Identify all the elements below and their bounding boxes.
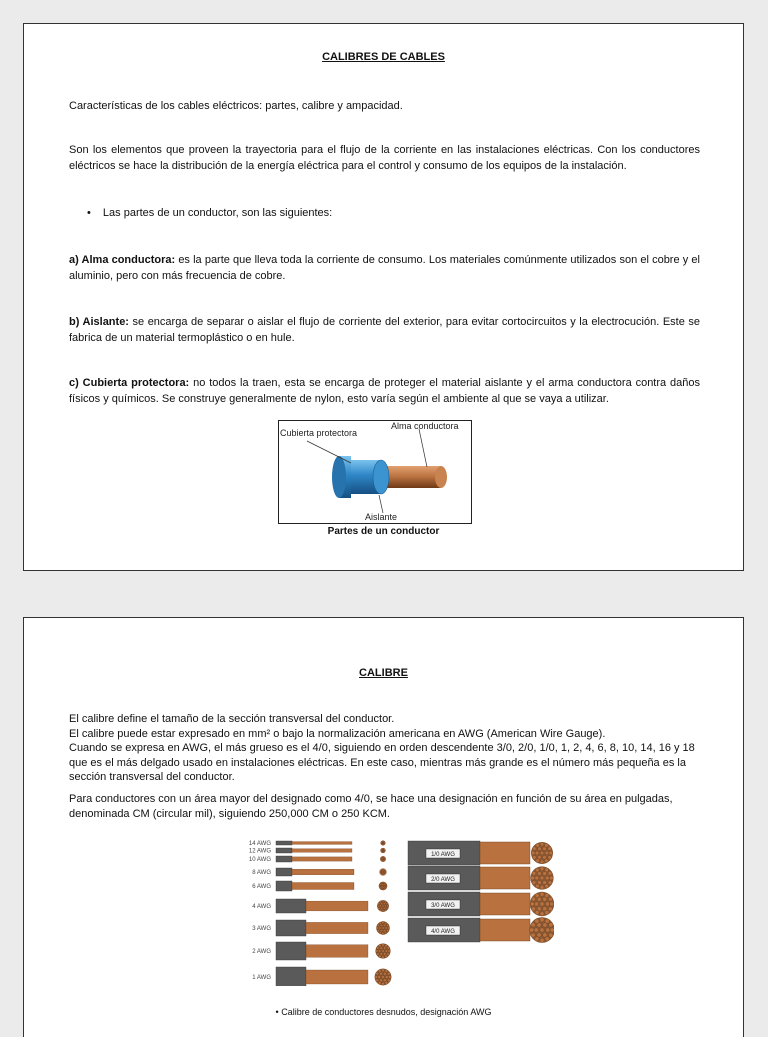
awg-caption-text: Calibre de conductores desnudos, designación AWG <box>281 1007 492 1017</box>
part-aislante <box>69 315 700 346</box>
awg-label-right: 3/0 AWG <box>431 903 455 909</box>
cable-jacket <box>276 856 292 862</box>
awg-label-left: 10 AWG <box>248 857 271 863</box>
page-2 <box>23 617 744 1037</box>
copper-strand <box>292 869 354 875</box>
section-title: CALIBRE <box>359 667 408 679</box>
label-cubierta: Cubierta protectora <box>280 428 358 438</box>
cable-jacket <box>276 848 292 853</box>
cm-paragraph: Para conductores con un área mayor del designado como 4/0, se hace una designación en función de su área en pulgadas, denominada CM (circular mil), siguiendo 250,000 CM o 250 KCM. <box>69 793 673 820</box>
part-label: c) Cubierta protectora: <box>69 377 190 389</box>
awg-label-right: 4/0 AWG <box>431 929 455 935</box>
cable-jacket <box>276 899 306 913</box>
label-alma: Alma conductora <box>391 421 459 431</box>
part-label: a) Alma conductora: <box>69 254 176 266</box>
cable-jacket <box>276 841 292 845</box>
copper-strand <box>480 842 530 864</box>
bullet-icon: • <box>275 1007 279 1017</box>
awg-label-left: 6 AWG <box>252 884 271 890</box>
awg-illustration <box>224 836 554 986</box>
copper-strand <box>306 945 368 958</box>
cable-jacket <box>276 942 306 960</box>
calibre-paragraph <box>69 712 700 785</box>
bullet-icon: • <box>87 207 91 219</box>
part-label: b) Aislante: <box>69 316 129 328</box>
label-aislante: Aislante <box>365 512 398 522</box>
copper-strand <box>292 849 352 853</box>
copper-strand <box>292 883 354 890</box>
part-text: se encarga de separar o aislar el flujo de corriente del exterior, para evitar cortocircuitos y la electrocución. Este se fabrica de un material termoplástico o en hule. <box>69 316 700 344</box>
awg-label-left: 8 AWG <box>252 870 271 876</box>
copper-strand <box>306 922 368 933</box>
awg-label-left: 3 AWG <box>252 926 271 932</box>
awg-label-left: 12 AWG <box>248 848 271 855</box>
part-text: es la parte que lleva toda la corriente de consumo. Los materiales comúnmente utilizados son el cobre y el aluminio, pero con más frecuencia de cobre. <box>69 254 700 282</box>
cable-jacket <box>276 881 292 891</box>
copper-strand <box>306 970 368 984</box>
copper-strand <box>306 901 368 911</box>
figure-caption: Partes de un conductor <box>327 526 440 537</box>
bullet-item <box>87 207 332 219</box>
copper-strand <box>292 842 352 845</box>
copper-strand <box>480 919 530 941</box>
copper-strand <box>480 893 530 915</box>
part-alma <box>69 253 700 284</box>
awg-label-right: 1/0 AWG <box>431 852 455 858</box>
paragraph-line: Cuando se expresa en AWG, el más grueso es el 4/0, siguiendo en orden descendente 3/0, 2/0, 1/0, 1, 2, 4, 6, 8, 10, 14, 16 y 18 que es el más delgado usado en instalaciones eléctricas. En este caso, mientras más grande es el número más pequeña es la sección transversal del conductor. <box>69 742 695 783</box>
paragraph-line: El calibre puede estar expresado en mm² o bajo la normalización americana en AWG (American Wire Gauge). <box>69 727 606 740</box>
bullet-text: Las partes de un conductor, son las siguientes: <box>102 207 333 219</box>
copper-strand <box>480 867 530 889</box>
conductor-figure <box>278 420 472 524</box>
page-1 <box>23 23 744 571</box>
cable-jacket <box>276 920 306 936</box>
awg-label-left: 14 AWG <box>248 841 271 847</box>
cable-jacket <box>276 868 292 876</box>
cable-jacket <box>276 967 306 986</box>
awg-label-left: 1 AWG <box>252 975 271 981</box>
awg-figure <box>224 836 554 986</box>
paragraph-line: El calibre define el tamaño de la sección transversal del conductor. <box>69 713 395 725</box>
page-title: CALIBRES DE CABLES <box>322 51 445 63</box>
subtitle: Características de los cables eléctricos: partes, calibre y ampacidad. <box>69 100 403 112</box>
part-text: no todos la traen, esta se encarga de proteger el material aislante y el arma conductora contra daños físicos y químicos. Se construye generalmente de nylon, esto varía según el ambiente al que se vaya a utilizar. <box>69 377 701 405</box>
awg-label-left: 4 AWG <box>252 904 271 910</box>
awg-caption <box>24 1007 743 1017</box>
awg-label-left: 2 AWG <box>252 949 271 955</box>
intro-paragraph: Son los elementos que proveen la trayectoria para el flujo de la corriente en las instalaciones eléctricas. Con los conductores eléctricos se hace la distribución de la energía eléctrica para el control y consumo de los equipos de la instalación. <box>69 144 700 172</box>
awg-label-right: 2/0 AWG <box>431 877 455 883</box>
copper-strand <box>292 857 352 861</box>
part-cubierta <box>69 376 700 407</box>
